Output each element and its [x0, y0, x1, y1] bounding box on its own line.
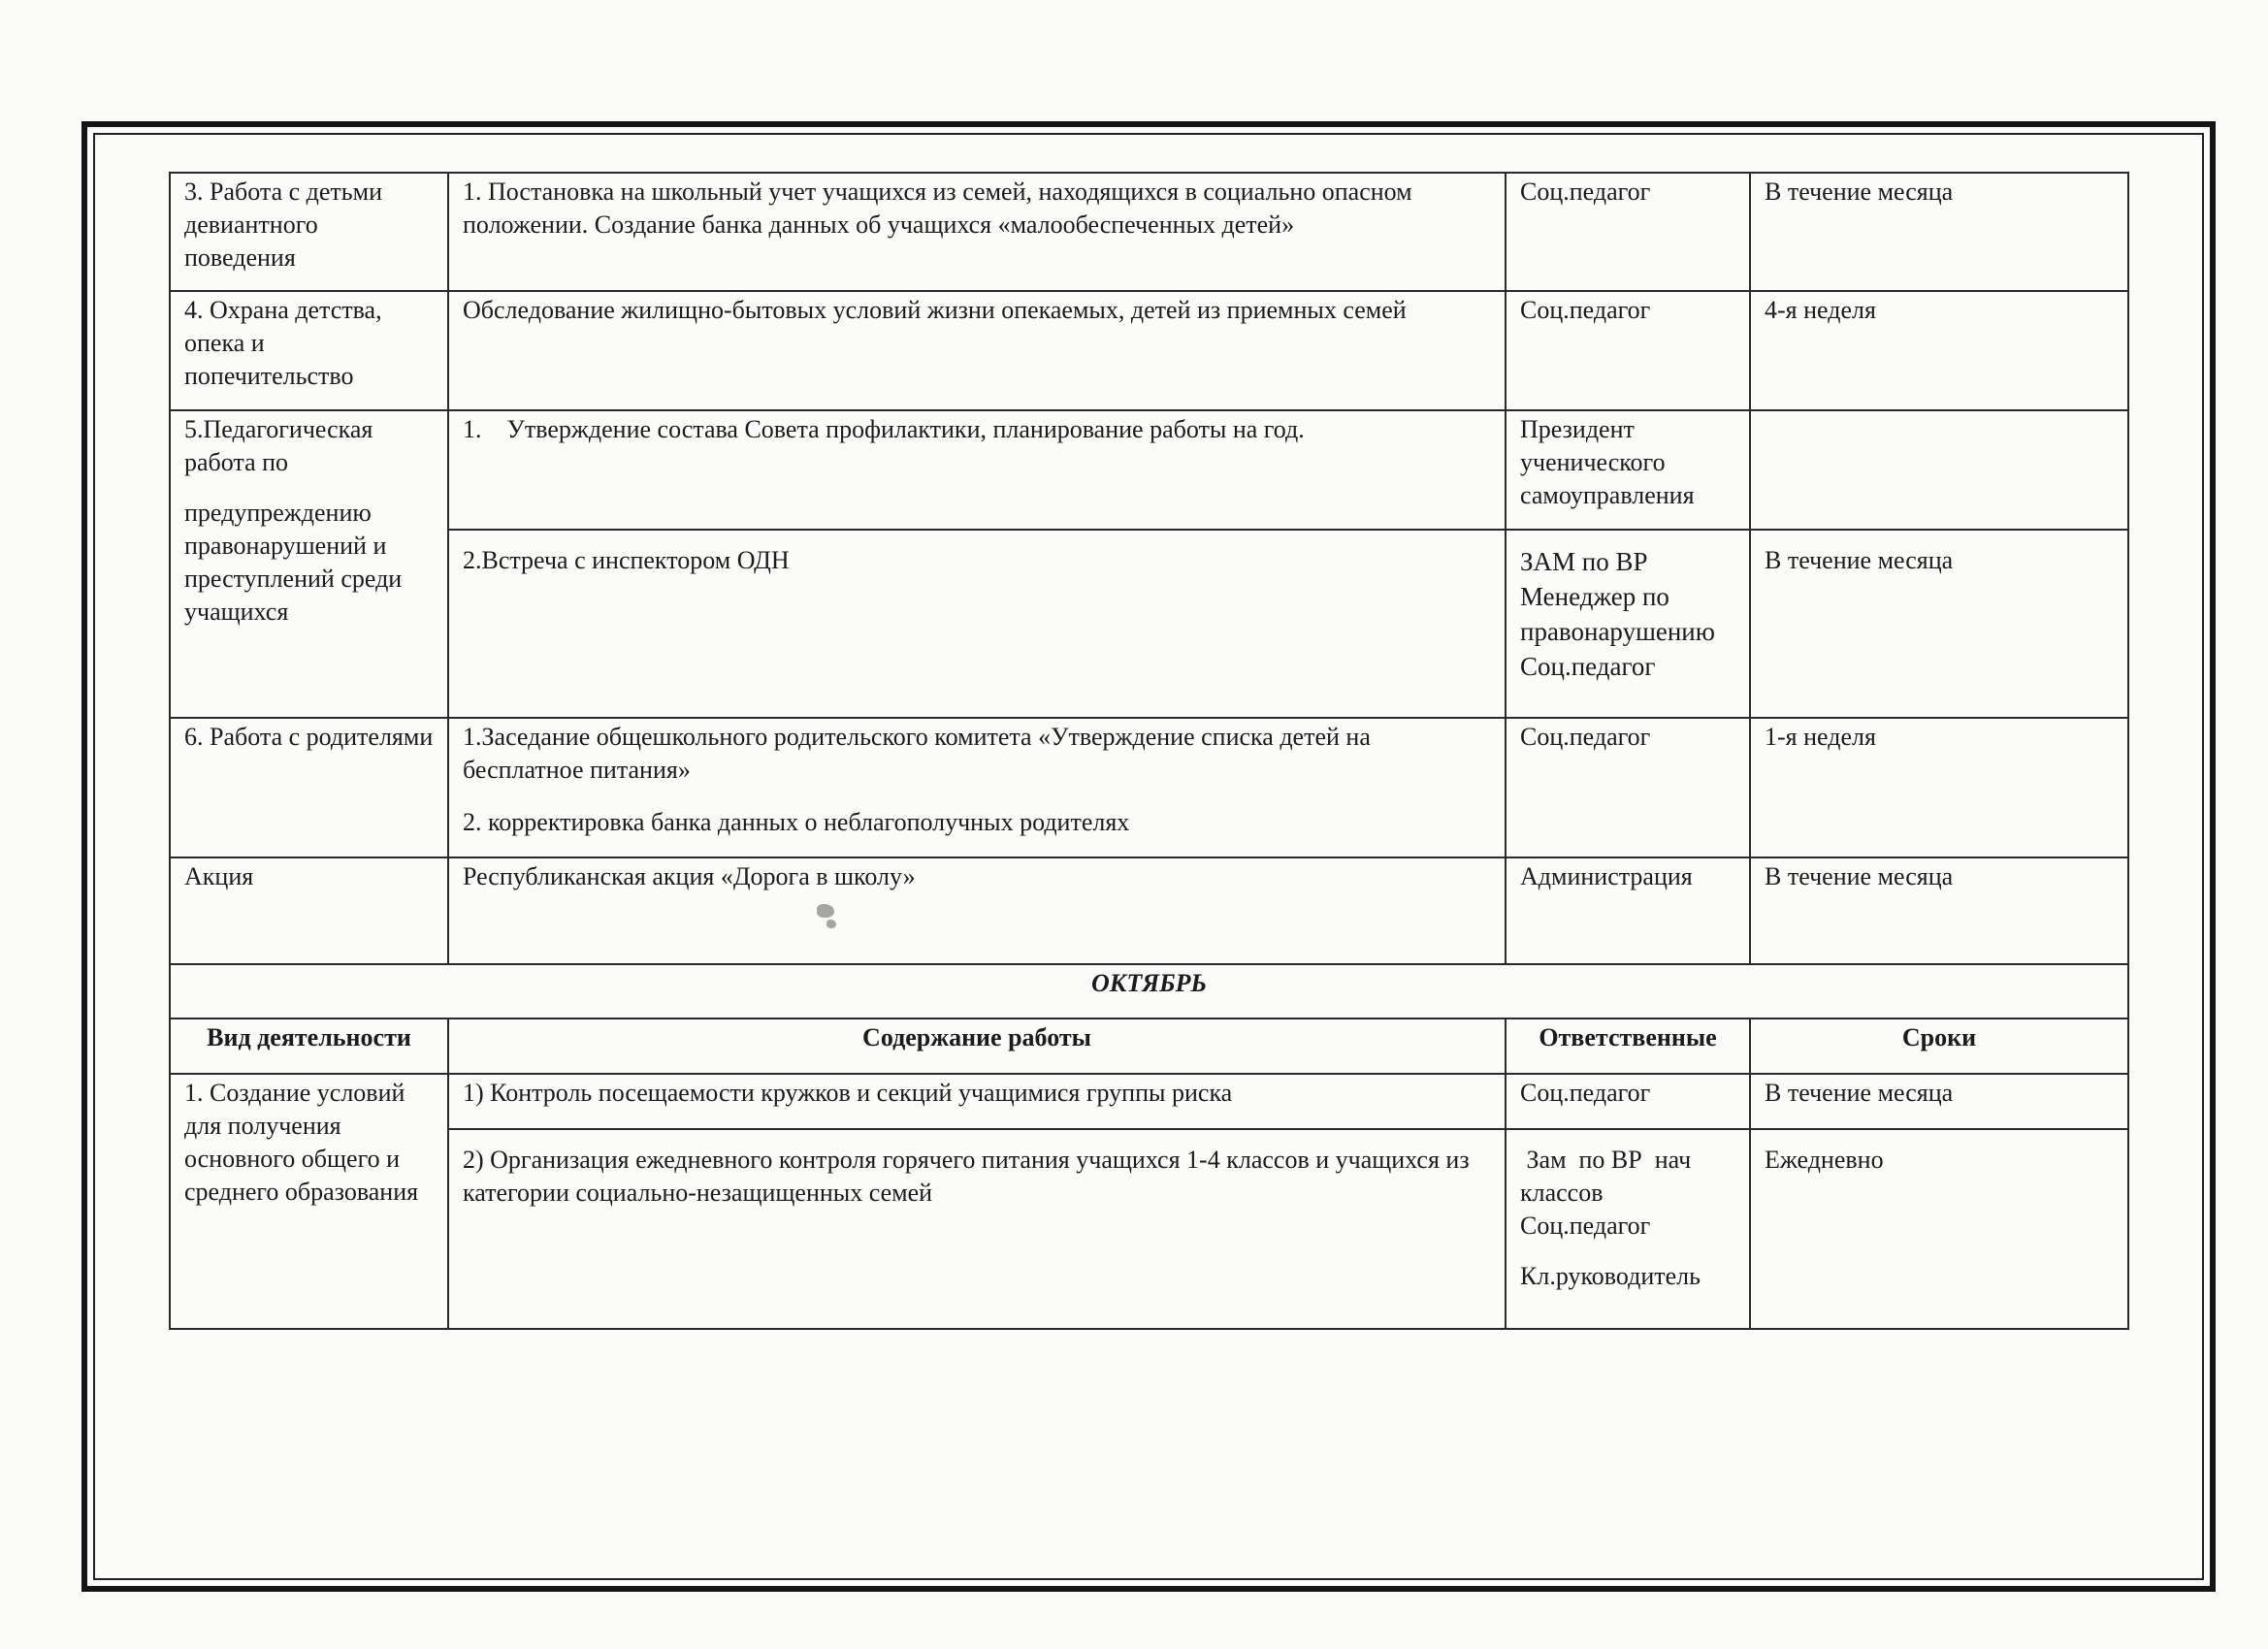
- deadline-cell: [1750, 410, 2128, 530]
- content-cell: [448, 718, 1506, 857]
- table-row: [170, 173, 2128, 291]
- header-row: [170, 1018, 2128, 1074]
- header-activity: Вид деятельности: [170, 1018, 448, 1074]
- table-row: [170, 1129, 2128, 1329]
- content-cell: Республиканская акция «Дорога в школу»: [448, 857, 1506, 964]
- activity-cell: [170, 410, 448, 718]
- responsible-cell: [1506, 1129, 1750, 1329]
- content-cell: 2.Встреча с инспектором ОДН: [448, 530, 1506, 718]
- responsible-line: Менеджер по правонарушению: [1520, 582, 1715, 646]
- month-title: ОКТЯБРЬ: [170, 964, 2128, 1018]
- responsible-cell: Соц.педагог: [1506, 1074, 1750, 1129]
- deadline-cell: Ежедневно: [1750, 1129, 2128, 1329]
- activity-cell: 4. Охрана детства, опека и попечительство: [170, 291, 448, 410]
- deadline-cell: В течение месяца: [1750, 173, 2128, 291]
- table-row: [170, 530, 2128, 718]
- responsible-cell: Соц.педагог: [1506, 173, 1750, 291]
- activity-line: 5.Педагогическая работа по: [184, 415, 373, 476]
- deadline-cell: В течение месяца: [1750, 857, 2128, 964]
- content-line: 1.Заседание общешкольного родительского комитета «Утверждение списка детей на бесплатное питания»: [463, 723, 1371, 784]
- deadline-cell: 1-я неделя: [1750, 718, 2128, 857]
- table-row: [170, 718, 2128, 857]
- deadline-cell: 4-я неделя: [1750, 291, 2128, 410]
- activity-cell: 3. Работа с детьми девиантного поведения: [170, 173, 448, 291]
- responsible-cell: Соц.педагог: [1506, 718, 1750, 857]
- deadline-cell: В течение месяца: [1750, 1074, 2128, 1129]
- work-plan-table: [169, 172, 2129, 1330]
- table-row: [170, 1074, 2128, 1129]
- table-row: [170, 410, 2128, 530]
- item-text: Утверждение состава Совета профилактики, планирование работы на год.: [506, 415, 1305, 443]
- content-cell: 1) Контроль посещаемости кружков и секций учащимися группы риска: [448, 1074, 1506, 1129]
- activity-cell: Акция: [170, 857, 448, 964]
- responsible-cell: Президент ученического самоуправления: [1506, 410, 1750, 530]
- responsible-line: ЗАМ по ВР: [1520, 547, 1648, 576]
- month-row: [170, 964, 2128, 1018]
- activity-cell: 6. Работа с родителями: [170, 718, 448, 857]
- responsible-line: Зам по ВР нач классов: [1520, 1146, 1698, 1207]
- header-responsible: Ответственные: [1506, 1018, 1750, 1074]
- responsible-cell: [1506, 530, 1750, 718]
- content-line: 2. корректировка банка данных о неблагополучных родителях: [463, 808, 1130, 836]
- activity-cell: 1. Создание условий для получения основного общего и среднего образования: [170, 1074, 448, 1329]
- scan-speck: [817, 904, 834, 918]
- responsible-line: Соц.педагог: [1520, 652, 1656, 681]
- responsible-line: Соц.педагог: [1520, 1212, 1651, 1240]
- content-cell: [448, 410, 1506, 530]
- responsible-cell: Соц.педагог: [1506, 291, 1750, 410]
- header-deadline: Сроки: [1750, 1018, 2128, 1074]
- activity-line: предупреждению правонарушений и преступлений среди учащихся: [184, 499, 403, 626]
- responsible-line: Кл.руководитель: [1520, 1262, 1701, 1290]
- header-content: Содержание работы: [448, 1018, 1506, 1074]
- content-cell: 2) Организация ежедневного контроля горячего питания учащихся 1-4 классов и учащихся из категории социально-незащищенных семей: [448, 1129, 1506, 1329]
- scan-speck: [826, 920, 836, 928]
- content-cell: Обследование жилищно-бытовых условий жизни опекаемых, детей из приемных семей: [448, 291, 1506, 410]
- table-row: [170, 857, 2128, 964]
- table-row: [170, 291, 2128, 410]
- responsible-cell: Администрация: [1506, 857, 1750, 964]
- deadline-cell: В течение месяца: [1750, 530, 2128, 718]
- item-number: 1.: [463, 415, 482, 443]
- content-cell: 1. Постановка на школьный учет учащихся из семей, находящихся в социально опасном положении. Создание банка данных об учащихся «малообеспеченных детей»: [448, 173, 1506, 291]
